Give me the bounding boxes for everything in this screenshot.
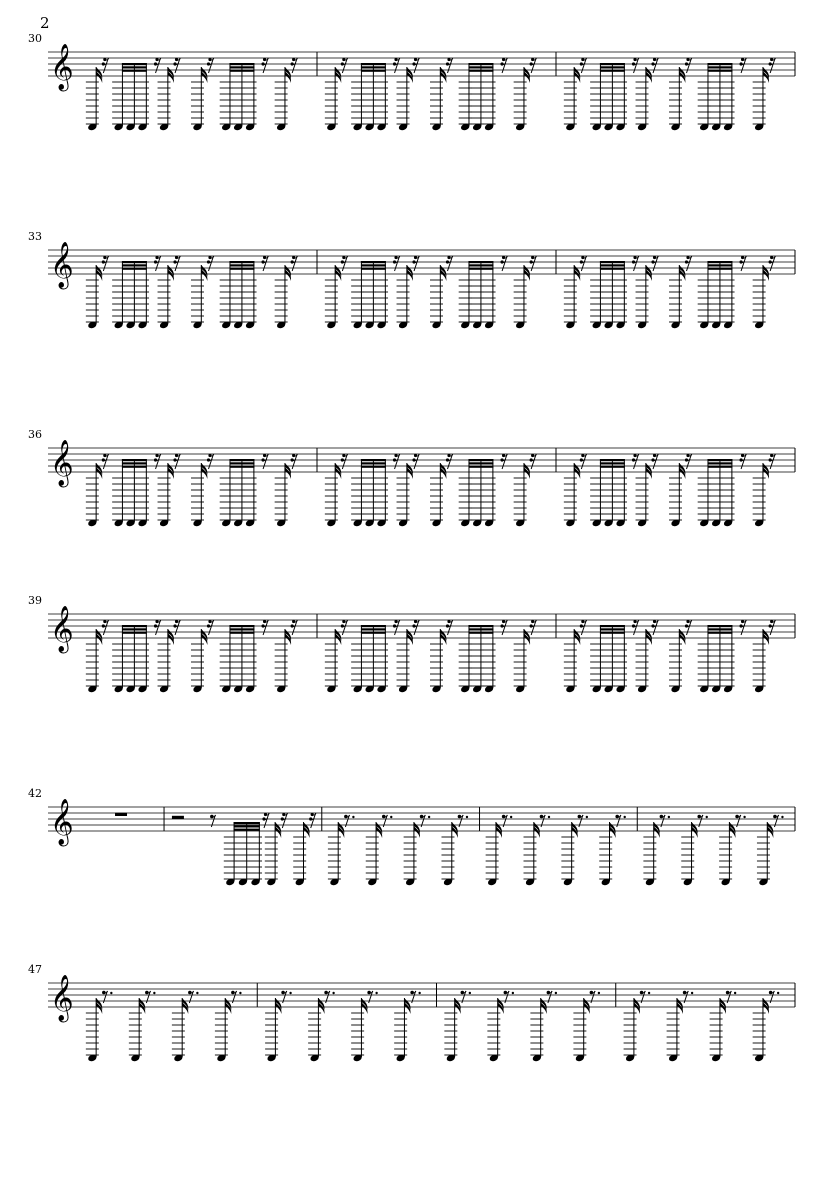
sixteenth-rest	[530, 454, 537, 469]
note-beam	[361, 632, 386, 634]
sixteenth-rest	[739, 256, 746, 271]
note-beam	[707, 70, 732, 72]
measure	[643, 815, 783, 887]
rest-dot	[352, 816, 354, 818]
measure-number: 33	[28, 230, 42, 243]
staff-system	[28, 963, 795, 1062]
note-beam	[468, 66, 493, 68]
measure-number: 39	[28, 594, 42, 607]
rest-dot	[428, 816, 430, 818]
measure	[325, 58, 537, 131]
rest-dot	[239, 992, 241, 994]
rest-dot	[781, 816, 783, 818]
sixteenth-rest	[102, 454, 109, 469]
sixteenth-rest	[632, 58, 639, 73]
rest-dot	[648, 992, 650, 994]
sixteenth-rest	[446, 256, 453, 271]
note-beam	[707, 625, 732, 627]
staff-system	[28, 230, 795, 329]
note-beam	[707, 66, 732, 68]
sixteenth-rest	[207, 620, 214, 635]
note-beam	[707, 466, 732, 468]
note-beam	[361, 66, 386, 68]
sixteenth-rest	[412, 454, 419, 469]
measure	[564, 620, 776, 693]
sixteenth-rest	[261, 58, 268, 73]
sixteenth-rest	[651, 256, 658, 271]
measure	[265, 991, 421, 1063]
note-beam	[707, 459, 732, 461]
sixteenth-rest	[207, 256, 214, 271]
note-beam	[707, 268, 732, 270]
rest-dot	[196, 992, 198, 994]
sixteenth-rest	[580, 454, 587, 469]
rest-dot	[390, 816, 392, 818]
note-beam	[122, 632, 147, 634]
sixteenth-rest	[412, 256, 419, 271]
note-beam	[468, 264, 493, 266]
half-rest	[172, 816, 184, 819]
measure-number: 47	[28, 963, 42, 976]
sixteenth-rest	[530, 256, 537, 271]
note-beam	[122, 264, 147, 266]
note-beam	[707, 628, 732, 630]
sixteenth-rest	[291, 454, 298, 469]
sixteenth-rest	[173, 620, 180, 635]
note-beam	[229, 459, 254, 461]
sixteenth-rest	[769, 620, 776, 635]
sixteenth-rest	[154, 454, 161, 469]
rest-dot	[510, 816, 512, 818]
treble-clef: 𝄞	[50, 242, 74, 288]
treble-clef: 𝄞	[50, 975, 74, 1021]
note-beam	[122, 625, 147, 627]
sixteenth-rest	[580, 58, 587, 73]
rest-dot	[668, 816, 670, 818]
note-beam	[600, 632, 625, 634]
sixteenth-rest	[685, 454, 692, 469]
note-beam	[234, 825, 260, 827]
note-beam	[361, 63, 386, 65]
note-beam	[600, 462, 625, 464]
note-beam	[468, 63, 493, 65]
sixteenth-rest	[412, 58, 419, 73]
staff-system	[28, 428, 795, 527]
note-beam	[361, 70, 386, 72]
note-beam	[229, 462, 254, 464]
note-beam	[600, 70, 625, 72]
measure	[564, 58, 776, 131]
rest-dot	[469, 992, 471, 994]
note-beam	[468, 268, 493, 270]
note-beam	[122, 70, 147, 72]
sixteenth-rest	[739, 454, 746, 469]
sixteenth-rest	[173, 256, 180, 271]
sixteenth-rest	[341, 58, 348, 73]
rest-dot	[777, 992, 779, 994]
rest-dot	[289, 992, 291, 994]
treble-clef: 𝄞	[50, 606, 74, 652]
note-beam	[122, 261, 147, 263]
rest-dot	[418, 992, 420, 994]
sixteenth-rest	[207, 58, 214, 73]
sixteenth-rest	[341, 256, 348, 271]
sixteenth-rest	[393, 620, 400, 635]
rest-dot	[548, 816, 550, 818]
note-beam	[229, 63, 254, 65]
note-beam	[229, 261, 254, 263]
note-beam	[468, 70, 493, 72]
note-beam	[361, 264, 386, 266]
note-beam	[361, 625, 386, 627]
sixteenth-rest	[500, 620, 507, 635]
sixteenth-rest	[651, 454, 658, 469]
sixteenth-rest	[154, 58, 161, 73]
staff-system	[28, 32, 795, 131]
sixteenth-rest	[102, 256, 109, 271]
rest-dot	[624, 816, 626, 818]
note-beam	[361, 459, 386, 461]
sixteenth-rest	[102, 58, 109, 73]
sixteenth-rest	[530, 58, 537, 73]
measure	[624, 991, 780, 1063]
sixteenth-rest	[446, 58, 453, 73]
measure	[325, 620, 537, 693]
measure	[564, 256, 776, 329]
note-beam	[122, 268, 147, 270]
note-beam	[122, 63, 147, 65]
rest-dot	[555, 992, 557, 994]
sixteenth-rest	[291, 256, 298, 271]
rest-dot	[466, 816, 468, 818]
note-beam	[707, 261, 732, 263]
rest-dot	[598, 992, 600, 994]
sixteenth-rest	[580, 620, 587, 635]
treble-clef: 𝄞	[50, 799, 74, 845]
sixteenth-rest	[341, 454, 348, 469]
measure	[564, 454, 776, 527]
sixteenth-rest	[530, 620, 537, 635]
note-beam	[600, 466, 625, 468]
whole-rest	[115, 813, 127, 816]
sixteenth-rest	[769, 454, 776, 469]
sixteenth-rest	[739, 620, 746, 635]
note-beam	[361, 466, 386, 468]
sixteenth-rest	[446, 620, 453, 635]
note-beam	[707, 462, 732, 464]
measure-number: 30	[28, 32, 42, 45]
measure-number: 36	[28, 428, 42, 441]
sixteenth-rest	[261, 454, 268, 469]
note-beam	[468, 466, 493, 468]
note-beam	[122, 459, 147, 461]
measure	[325, 256, 537, 329]
note-beam	[229, 268, 254, 270]
page-number: 2	[40, 14, 50, 32]
measure	[86, 620, 298, 693]
sixteenth-rest	[412, 620, 419, 635]
note-beam	[707, 264, 732, 266]
note-beam	[229, 264, 254, 266]
note-beam	[600, 625, 625, 627]
measure	[115, 813, 127, 816]
treble-clef: 𝄞	[50, 44, 74, 90]
sixteenth-rest	[291, 620, 298, 635]
measure	[86, 454, 298, 527]
measure	[172, 813, 316, 886]
sixteenth-rest	[393, 454, 400, 469]
rest-dot	[691, 992, 693, 994]
note-beam	[468, 261, 493, 263]
note-beam	[707, 632, 732, 634]
note-beam	[229, 628, 254, 630]
sixteenth-rest	[207, 454, 214, 469]
measure	[86, 991, 242, 1063]
sixteenth-rest	[393, 256, 400, 271]
note-beam	[468, 625, 493, 627]
note-beam	[600, 66, 625, 68]
sixteenth-rest	[309, 813, 316, 828]
note-beam	[229, 70, 254, 72]
note-beam	[122, 466, 147, 468]
sixteenth-rest	[446, 454, 453, 469]
note-beam	[361, 268, 386, 270]
sixteenth-rest	[651, 58, 658, 73]
note-beam	[361, 462, 386, 464]
sixteenth-rest	[281, 813, 288, 828]
note-beam	[600, 628, 625, 630]
rest-dot	[110, 992, 112, 994]
sixteenth-rest	[685, 620, 692, 635]
sixteenth-rest	[500, 58, 507, 73]
measure	[328, 815, 468, 887]
rest-dot	[706, 816, 708, 818]
sixteenth-rest	[685, 256, 692, 271]
sixteenth-rest	[393, 58, 400, 73]
note-beam	[234, 822, 260, 824]
measure	[486, 815, 626, 887]
note-beam	[707, 63, 732, 65]
sixteenth-rest	[341, 620, 348, 635]
sixteenth-rest	[173, 454, 180, 469]
sixteenth-rest	[685, 58, 692, 73]
note-beam	[600, 268, 625, 270]
rest-dot	[512, 992, 514, 994]
note-beam	[361, 261, 386, 263]
rest-dot	[153, 992, 155, 994]
sixteenth-rest	[769, 58, 776, 73]
measure	[325, 454, 537, 527]
staff-system	[28, 594, 795, 693]
sixteenth-rest	[739, 58, 746, 73]
note-beam	[229, 625, 254, 627]
note-beam	[122, 462, 147, 464]
note-beam	[468, 632, 493, 634]
sixteenth-rest	[500, 454, 507, 469]
measure	[86, 256, 298, 329]
sixteenth-rest	[632, 620, 639, 635]
treble-clef: 𝄞	[50, 440, 74, 486]
note-beam	[234, 829, 260, 831]
rest-dot	[743, 816, 745, 818]
note-beam	[468, 462, 493, 464]
measure	[86, 58, 298, 131]
note-beam	[600, 261, 625, 263]
sixteenth-rest	[154, 620, 161, 635]
sixteenth-rest	[173, 58, 180, 73]
sixteenth-rest	[261, 620, 268, 635]
rest-dot	[332, 992, 334, 994]
note-beam	[229, 66, 254, 68]
note-beam	[600, 63, 625, 65]
sixteenth-rest	[580, 256, 587, 271]
sixteenth-rest	[291, 58, 298, 73]
note-beam	[600, 459, 625, 461]
rest-dot	[586, 816, 588, 818]
staff-system	[28, 787, 795, 886]
note-beam	[122, 66, 147, 68]
sixteenth-rest	[769, 256, 776, 271]
note-beam	[229, 466, 254, 468]
rest-dot	[734, 992, 736, 994]
sixteenth-rest	[102, 620, 109, 635]
sixteenth-rest	[261, 256, 268, 271]
note-beam	[229, 632, 254, 634]
sixteenth-rest	[651, 620, 658, 635]
note-beam	[468, 628, 493, 630]
note-beam	[600, 264, 625, 266]
note-beam	[361, 628, 386, 630]
sixteenth-rest	[262, 813, 269, 828]
note-beam	[468, 459, 493, 461]
measure	[444, 991, 600, 1063]
sixteenth-rest	[154, 256, 161, 271]
sixteenth-rest	[632, 256, 639, 271]
rest-dot	[375, 992, 377, 994]
sixteenth-rest	[632, 454, 639, 469]
note-beam	[122, 628, 147, 630]
measure-number: 42	[28, 787, 42, 800]
sixteenth-rest	[500, 256, 507, 271]
